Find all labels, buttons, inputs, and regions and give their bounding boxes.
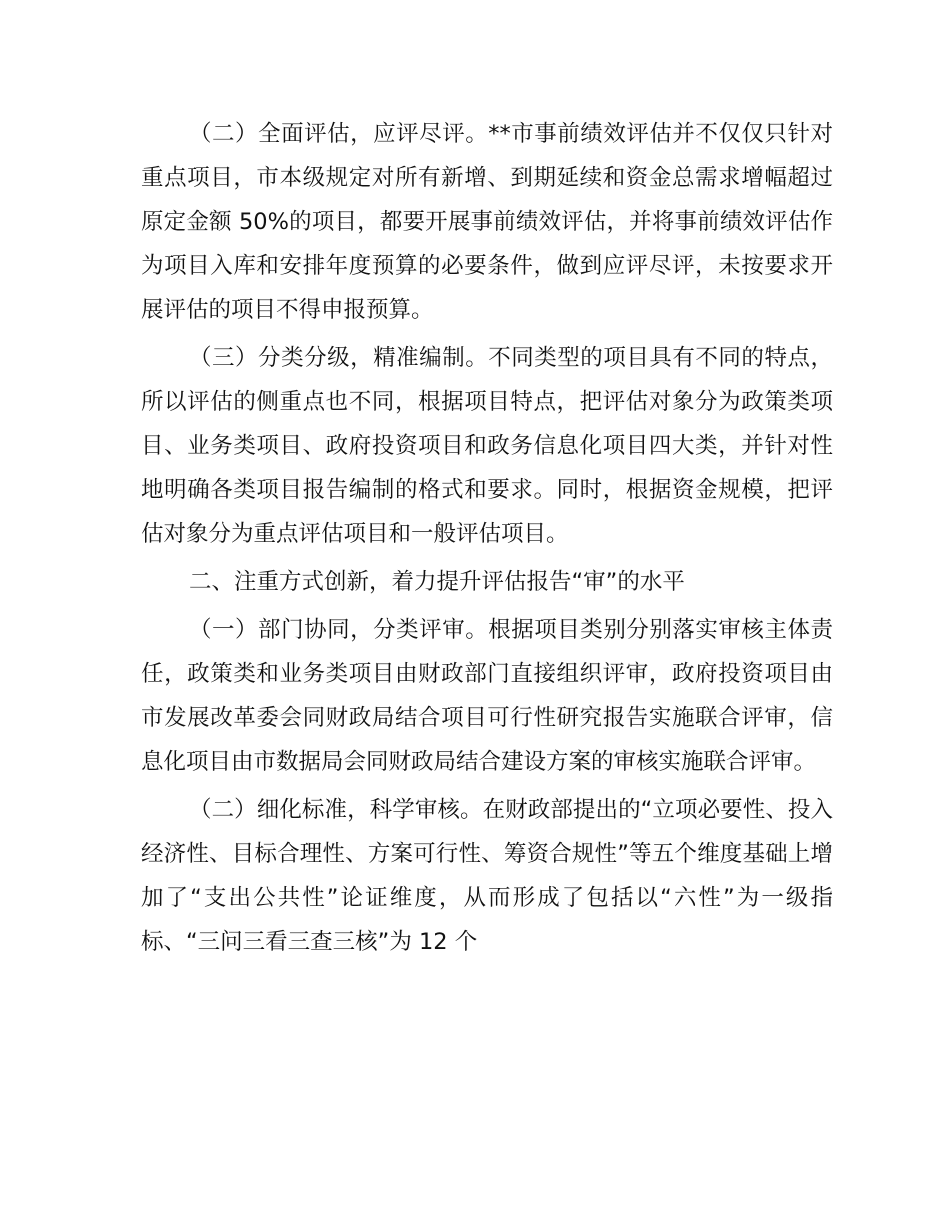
paragraph-department-collaboration: （一）部门协同，分类评审。根据项目类别分别落实审核主体责任，政策类和业务类项目由财政部门直接组织评审，政府投资项目由市发展改革委会同财政局结合项目可行性研究报告实施联合评审，信息化项目由市数据局会同财政局结合建设方案的审核实施联合评审。 <box>141 617 833 775</box>
paragraph-classification: （三）分类分级，精准编制。不同类型的项目具有不同的特点，所以评估的侧重点也不同，根据项目特点，把评估对象分为政策类项目、业务类项目、政府投资项目和政务信息化项目四大类，并针对性地明确各类项目报告编制的格式和要求。同时，根据资金规模，把评估对象分为重点评估项目和一般评估项目。 <box>141 345 833 547</box>
paragraph-comprehensive-evaluation: （二）全面评估，应评尽评。**市事前绩效评估并不仅仅只针对重点项目，市本级规定对所有新增、到期延续和资金总需求增幅超过原定金额 50%的项目，都要开展事前绩效评估，并将事前绩效评估作为项目入库和安排年度预算的必要条件，做到应评尽评，未按要求开展评估的项目不得申报预算。 <box>141 121 833 323</box>
paragraph-refined-standards: （二）细化标准，科学审核。在财政部提出的“立项必要性、投入经济性、目标合理性、方案可行性、筹资合规性”等五个维度基础上增加了“支出公共性”论证维度，从而形成了包括以“六性”为一级指标、“三问三看三查三核”为 12 个 <box>141 797 833 955</box>
document-body <box>141 112 833 968</box>
section-heading-review: 二、注重方式创新，着力提升评估报告“审”的水平 <box>189 569 685 595</box>
